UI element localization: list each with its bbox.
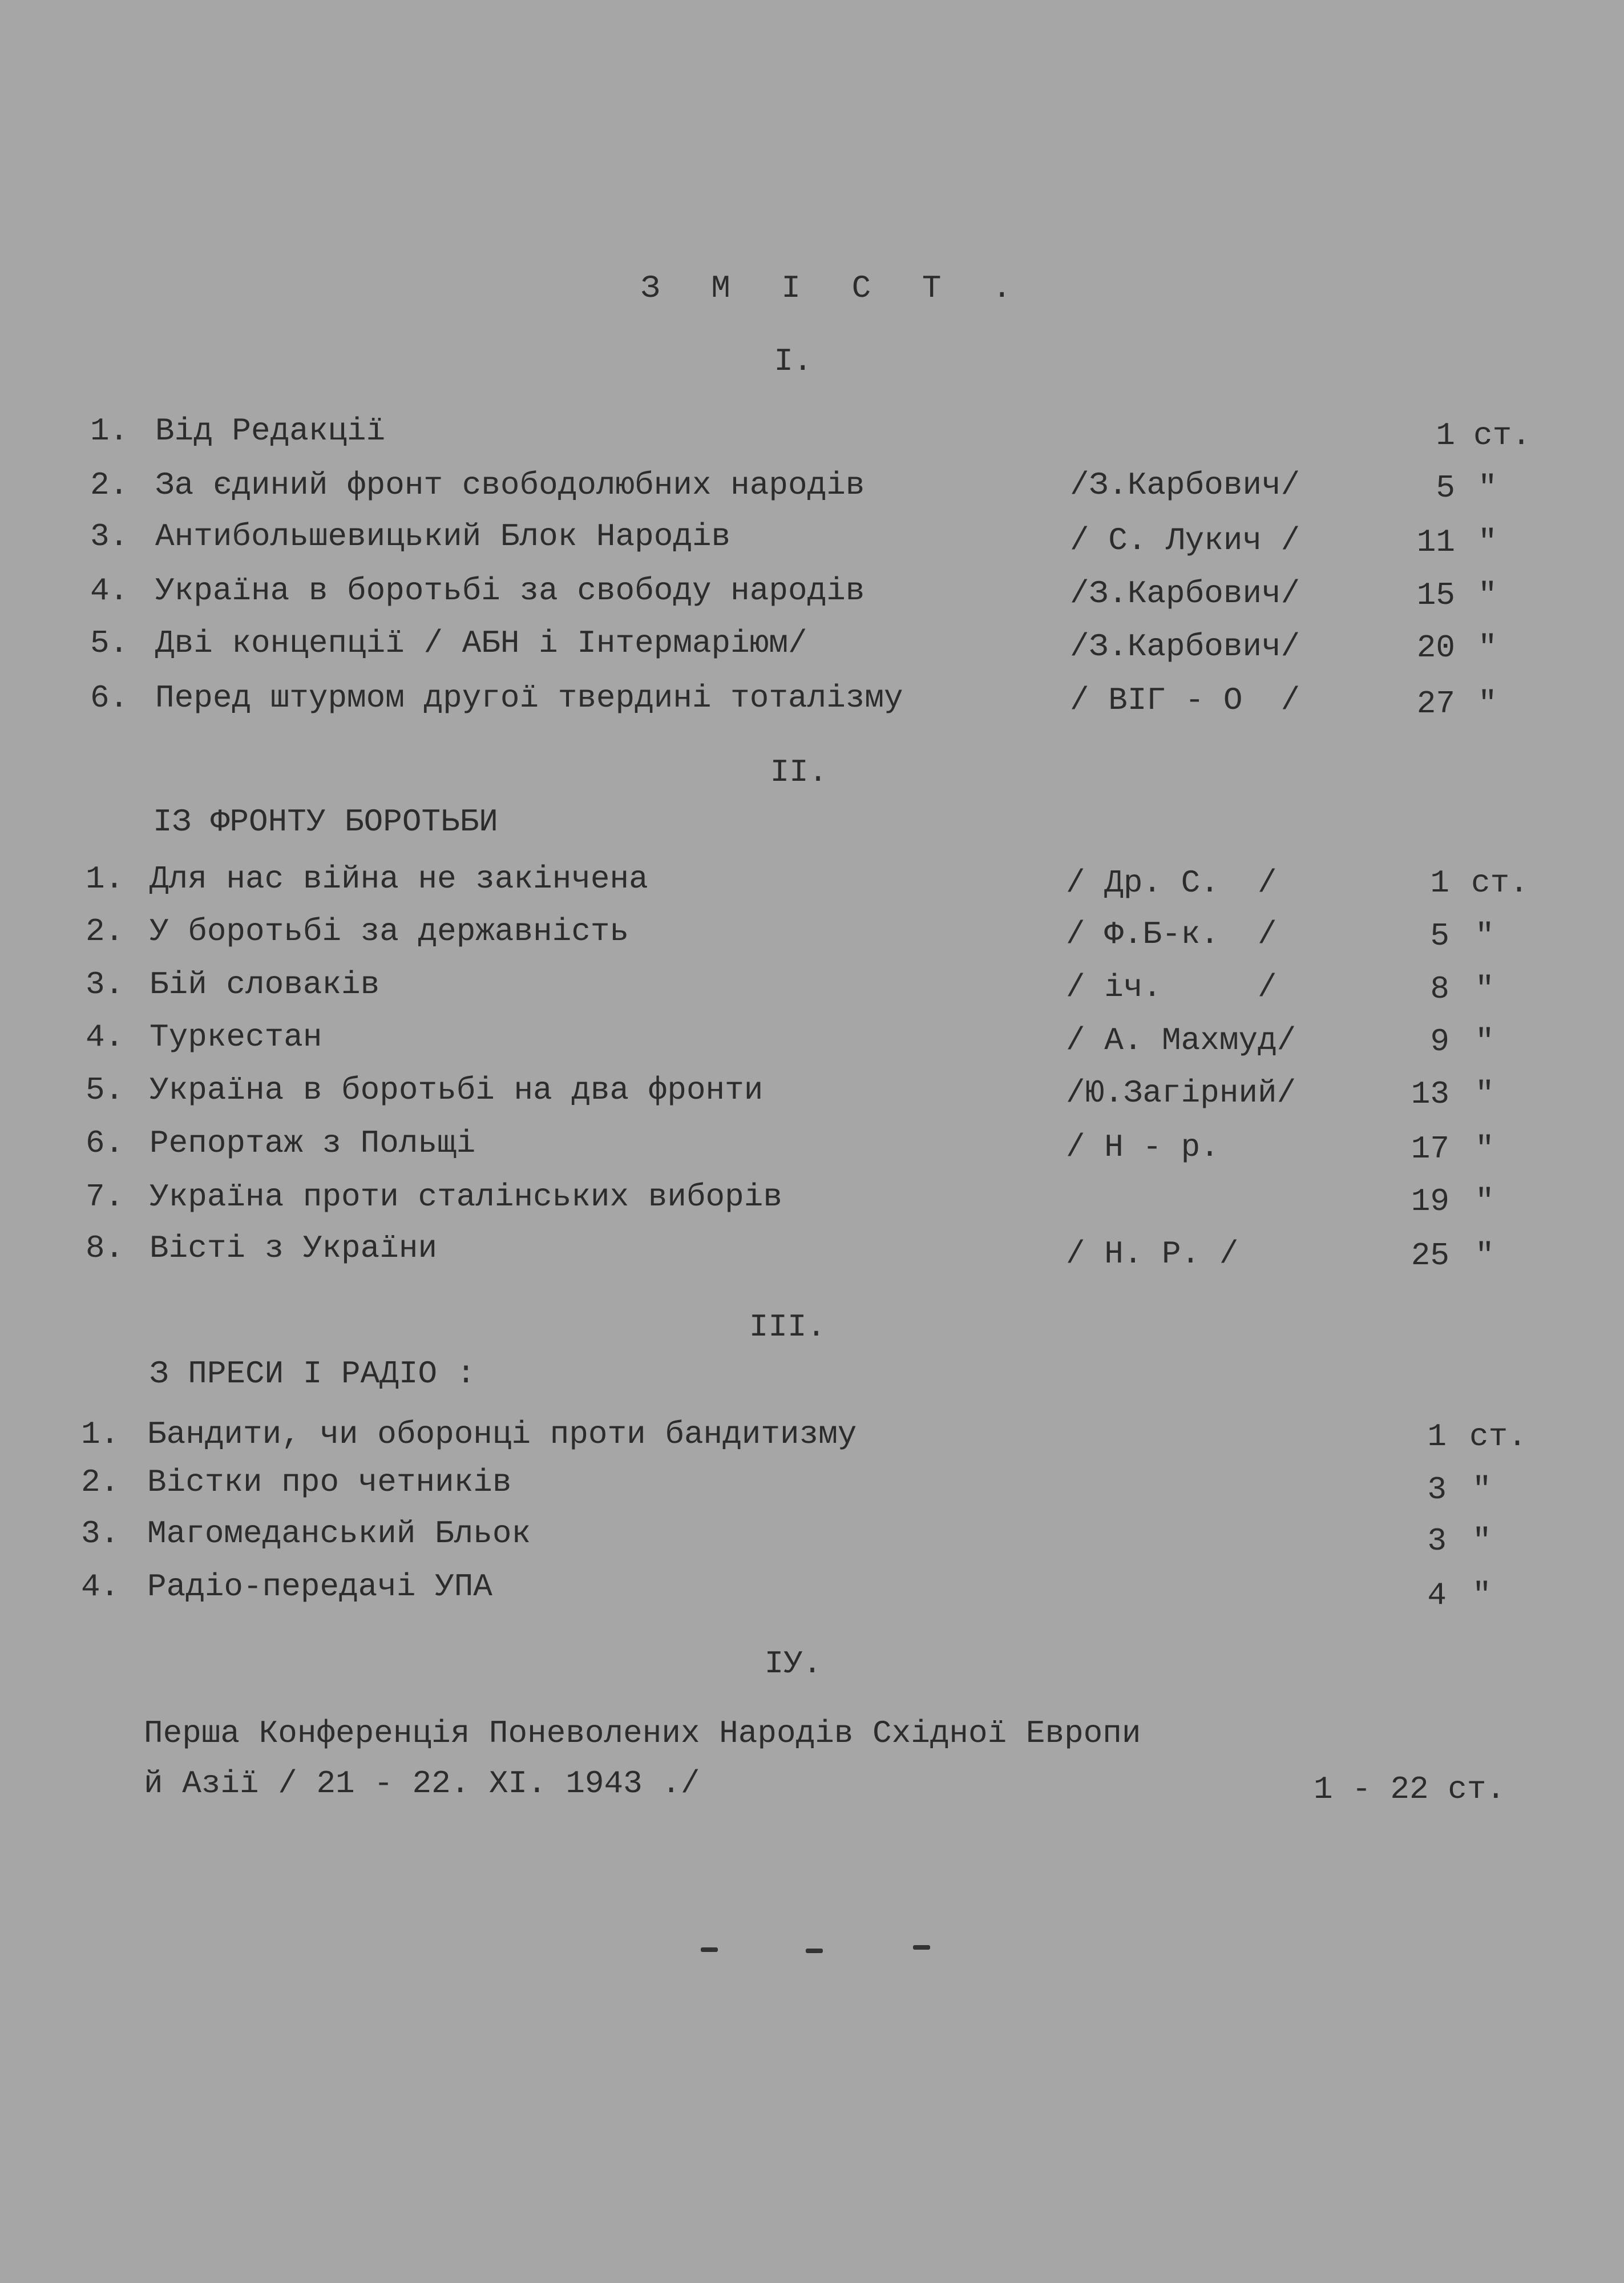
item-author: /З.Карбович/ (1070, 628, 1300, 665)
item-page: 5 (1430, 918, 1449, 954)
item-unit: " (1478, 577, 1497, 614)
item-unit: ст. (1471, 865, 1529, 901)
item-unit: " (1475, 971, 1494, 1007)
item-page: 19 (1411, 1183, 1449, 1220)
item-number: 3. (86, 966, 124, 1003)
item-number: 2. (86, 913, 124, 950)
item-unit: " (1475, 1237, 1494, 1274)
item-number: 1. (90, 413, 129, 449)
item-page: 9 (1430, 1023, 1449, 1060)
section-1-numeral: І. (774, 343, 813, 380)
item-unit: " (1472, 1577, 1492, 1614)
item-title: Бій словаків (150, 966, 380, 1003)
item-number: 5. (86, 1072, 124, 1108)
item-page: 13 (1411, 1076, 1449, 1112)
item-unit: " (1478, 524, 1497, 560)
closing-dash (806, 1949, 823, 1953)
item-title: Україна в боротьбі на два фронти (150, 1072, 763, 1108)
item-title: Репортаж з Польщі (150, 1125, 476, 1161)
item-page: 4 (1427, 1577, 1447, 1614)
item-number: 4. (81, 1568, 120, 1605)
item-number: 5. (90, 625, 129, 661)
item-page: 5 (1436, 470, 1455, 506)
item-title: Магомеданський Бльок (147, 1515, 531, 1552)
item-title: Від Редакції (155, 413, 386, 449)
item-unit: " (1475, 918, 1494, 954)
item-unit: " (1475, 1131, 1494, 1167)
section-2-numeral: ІІ. (770, 754, 828, 790)
closing-dash (913, 1945, 930, 1950)
item-page: 27 (1416, 685, 1455, 722)
item-number: 7. (86, 1179, 124, 1215)
item-author: /З.Карбович/ (1070, 575, 1300, 612)
item-author: / іч. / (1066, 969, 1277, 1006)
item-title: Антибольшевицький Блок Народів (155, 518, 731, 555)
item-page: 3 (1427, 1471, 1447, 1508)
item-page: 8 (1430, 971, 1449, 1007)
item-author: /Ю.Загірний/ (1066, 1075, 1296, 1111)
item-title: Вісті з України (150, 1230, 438, 1266)
section-3-numeral: ІІІ. (749, 1309, 826, 1345)
item-number: 4. (86, 1019, 124, 1055)
item-title: Радіо-передачі УПА (147, 1568, 492, 1605)
item-page: 1 (1430, 865, 1449, 901)
item-number: 3. (81, 1515, 120, 1552)
item-page: 1 (1427, 1418, 1447, 1455)
item-number: 1. (81, 1416, 120, 1453)
item-unit: " (1472, 1523, 1492, 1559)
item-number: 8. (86, 1230, 124, 1266)
page-title: З М І С Т . (641, 270, 1028, 306)
item-title: У боротьбі за державність (150, 913, 629, 950)
item-page: 25 (1411, 1237, 1449, 1274)
item-number: 2. (81, 1464, 120, 1501)
item-number: 3. (90, 518, 129, 555)
item-title: Для нас війна не закінчена (150, 861, 648, 897)
item-page: 1 (1436, 417, 1455, 454)
item-author: / Н. Р. / (1066, 1236, 1239, 1272)
item-unit: " (1478, 630, 1497, 666)
item-number: 4. (90, 572, 129, 609)
item-page: 15 (1416, 577, 1455, 614)
item-title: Дві концепції / АБН і Інтермаріюм/ (155, 625, 807, 661)
item-unit: ст. (1469, 1418, 1527, 1455)
item-title: Бандити, чи оборонці проти бандитизму (147, 1416, 857, 1453)
item-page: 17 (1411, 1131, 1449, 1167)
section-4-line-2: й Азії / 21 - 22. ХІ. 1943 ./ (144, 1765, 700, 1802)
item-title: Україна в боротьбі за свободу народів (155, 572, 865, 609)
item-unit: " (1475, 1023, 1494, 1060)
section-2-heading: ІЗ ФРОНТУ БОРОТЬБИ (153, 804, 498, 840)
item-author: / Ф.Б-к. / (1066, 916, 1277, 953)
section-4-pages: 1 - 22 ст. (1314, 1771, 1506, 1808)
item-title: Перед штурмом другої твердині тоталізму (155, 680, 903, 716)
item-unit: " (1478, 685, 1497, 722)
item-title: Туркестан (150, 1019, 322, 1055)
item-author: / ВІГ - О / (1070, 682, 1300, 719)
item-page: 20 (1416, 630, 1455, 666)
item-author: /З.Карбович/ (1070, 467, 1300, 503)
item-title: Вістки про четників (147, 1464, 512, 1501)
item-author: / Др. С. / (1066, 865, 1277, 901)
item-unit: ст. (1473, 417, 1531, 454)
item-author: / А. Махмуд/ (1066, 1022, 1296, 1059)
item-author: / С. Лукич / (1070, 522, 1300, 559)
item-number: 6. (90, 680, 129, 716)
section-4-numeral: ІУ. (764, 1645, 822, 1682)
item-number: 1. (86, 861, 124, 897)
item-title: За єдиний фронт свободолюбних народів (155, 467, 865, 503)
item-page: 11 (1416, 524, 1455, 560)
item-unit: " (1472, 1471, 1492, 1508)
item-number: 2. (90, 467, 129, 503)
item-page: 3 (1427, 1523, 1447, 1559)
item-number: 6. (86, 1125, 124, 1161)
item-title: Україна проти сталінських виборів (150, 1179, 782, 1215)
closing-dash (701, 1947, 718, 1952)
item-author: / Н - р. (1066, 1129, 1219, 1165)
item-unit: " (1475, 1076, 1494, 1112)
item-unit: " (1478, 470, 1497, 506)
item-unit: " (1475, 1183, 1494, 1220)
section-3-heading: З ПРЕСИ І РАДІО : (150, 1356, 476, 1392)
section-4-line-1: Перша Конференція Поневолених Народів Східної Европи (144, 1715, 1141, 1752)
